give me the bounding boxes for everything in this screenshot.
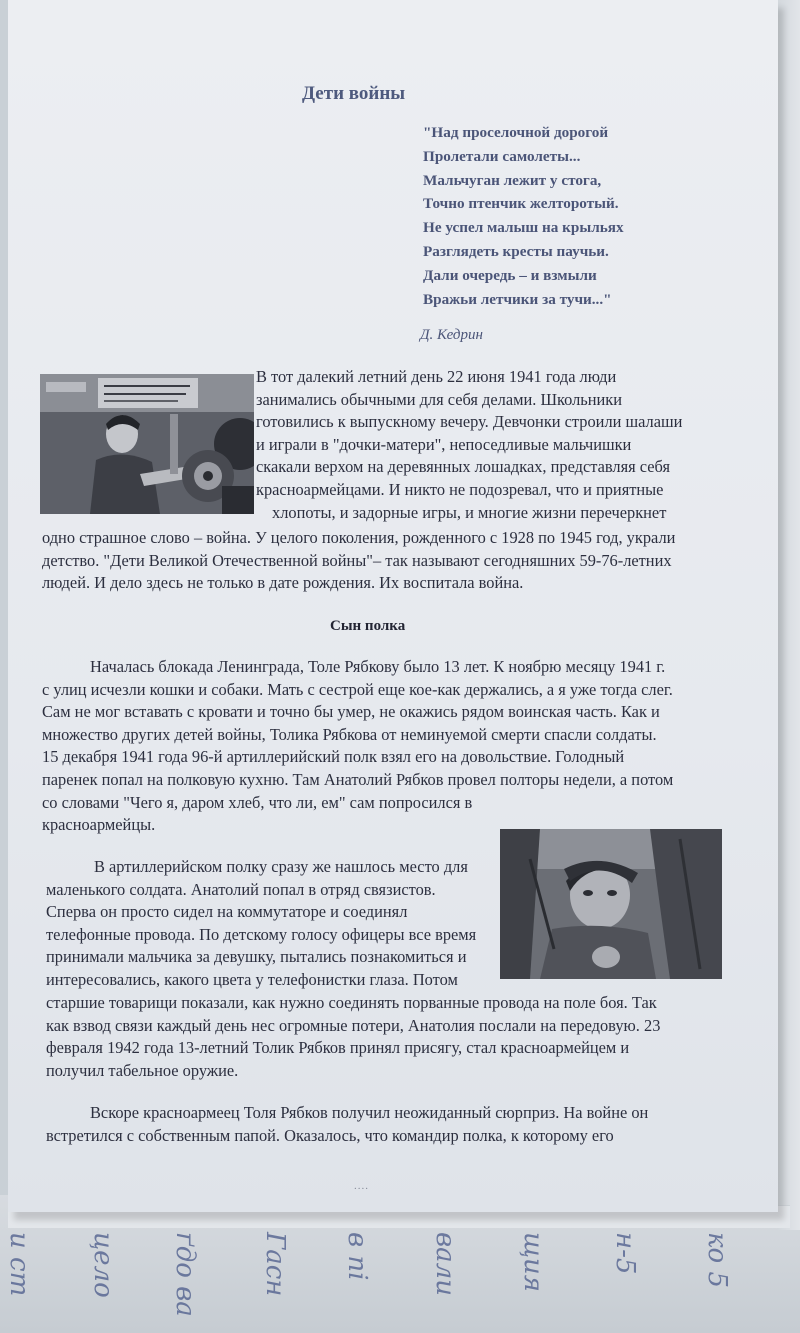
handwriting-fragment: и ст <box>4 1232 34 1297</box>
text-line: красноармейцы. <box>42 815 156 835</box>
text-line: маленького солдата. Анатолий попал в отряд связистов. <box>46 879 436 899</box>
text-line: со словами "Чего я, даром хлеб, что ли, ем" сам попросился в <box>42 792 473 812</box>
text-line: Вскоре красноармеец Толя Рябков получил неожиданный сюрприз. На войне он <box>90 1103 649 1122</box>
text-line: и играли в "дочки-матери", непоседливые мальчишки <box>256 434 632 454</box>
epigraph-poem <box>423 121 703 311</box>
handwriting-fragment: цело <box>88 1232 118 1298</box>
text-line: с улиц исчезли кошки и собаки. Мать с сестрой еще кое-как держались, а я уже тогда слег. <box>42 679 673 699</box>
handwriting-fragment: ко 5 <box>702 1232 732 1288</box>
poem-line: Пролетали самолеты... <box>423 147 581 165</box>
paragraph-surprise <box>46 1102 752 1147</box>
text-line: скакали верхом на деревянных лошадках, представляя себя <box>256 457 670 477</box>
text-line: паренек попал на полковую кухню. Там Анатолий Рябков провел полторы недели, а потом <box>42 769 674 789</box>
page-title: Дети войны <box>302 83 406 104</box>
handwriting-fragment: н-5 <box>610 1232 640 1275</box>
text-line: готовились к выпускному вечеру. Девчонки строили шалаши <box>256 412 683 432</box>
intro-paragraph-full <box>42 527 748 595</box>
text-line: принимали мальчика за девушку, пытались познакомиться и <box>46 947 467 967</box>
text-line: красноармейцами. И никто не подозревал, что и приятные <box>256 479 664 499</box>
text-line: В артиллерийском полку сразу же нашлось место для <box>94 857 468 876</box>
text-line: получил табельное оружие. <box>46 1060 239 1080</box>
text-line: февраля 1942 года 13-летний Толик Рябков принял присягу, стал красноармейцем и <box>46 1038 630 1058</box>
poem-line: Вражьи летчики за тучи..." <box>423 290 612 308</box>
text-line: Началась блокада Ленинграда, Толе Рябкову было 13 лет. К ноябрю месяцу 1941 г. <box>90 657 666 676</box>
text-line: множество других детей войны, Толика Рябкова от неминуемой смерти спасли солдаты. <box>42 724 657 744</box>
page-stack-edge <box>778 0 800 1230</box>
text-line: детство. "Дети Великой Отечественной войны"– так называют сегодняшних 59-76-летних <box>42 550 672 570</box>
text-line: встретился с собственным папой. Оказалось, что командир полка, к которому его <box>46 1125 614 1145</box>
text-line: занимались обычными для себя делами. Школьники <box>256 389 623 409</box>
poem-line: Точно птенчик желторотый. <box>423 195 619 213</box>
intro-paragraph-side <box>256 366 746 524</box>
paragraph-regiment-full <box>46 992 752 1082</box>
text-line: людей. И дело здесь не только в дате рождения. Их воспитала война. <box>42 573 524 593</box>
text-line: старшие товарищи показали, как нужно соединять порванные провода на поле боя. Так <box>46 993 657 1012</box>
text-line: Сам не мог вставать с кровати и точно бы умер, не окажись рядом воинская часть. Как и <box>42 702 660 722</box>
handwriting-fragment: в пі <box>342 1232 372 1281</box>
text-line: интересовались, какого цвета у телефонистки глаза. Потом <box>46 969 458 989</box>
text-line: Сперва он просто сидел на коммутаторе и соединял <box>46 902 408 922</box>
paragraph-blockade <box>42 656 752 837</box>
text-line: одно страшное слово – война. У целого поколения, рожденного с 1928 по 1945 год, украли <box>42 528 676 547</box>
page-footer: .... <box>354 1180 369 1192</box>
poem-author: Д. Кедрин <box>420 327 483 343</box>
photo-boy-at-machine <box>40 374 254 514</box>
poem-line: Дали очередь – и взмыли <box>423 266 597 284</box>
poem-line: "Над проселочной дорогой <box>423 124 609 141</box>
photo-boy-in-trench <box>500 829 722 979</box>
text-line: В тот далекий летний день 22 июня 1941 года люди <box>256 367 617 386</box>
handwriting-fragment: щия <box>518 1232 548 1292</box>
text-line: как взвод связи каждый день нес огромные потери, Анатолия послали на передовую. 23 <box>46 1015 661 1035</box>
text-line: хлопоты, и задорные игры, и многие жизни перечеркнет <box>272 502 667 522</box>
paragraph-regiment-side <box>46 856 498 992</box>
handwriting-fragment: ґдо ва <box>170 1232 200 1317</box>
handwriting-fragment: Гасн <box>260 1232 290 1297</box>
section-heading: Сын полка <box>330 618 406 634</box>
text-line: 15 декабря 1941 года 96-й артиллерийский полк взял его на довольствие. Голодный <box>42 747 625 767</box>
text-line: телефонные провода. По детскому голосу офицеры все время <box>46 924 477 944</box>
handwriting-fragment: вали <box>430 1232 460 1296</box>
poem-line: Мальчуган лежит у стога, <box>423 171 602 189</box>
poem-line: Разглядеть кресты паучьи. <box>423 242 609 260</box>
poem-line: Не успел малыш на крыльях <box>423 219 624 237</box>
